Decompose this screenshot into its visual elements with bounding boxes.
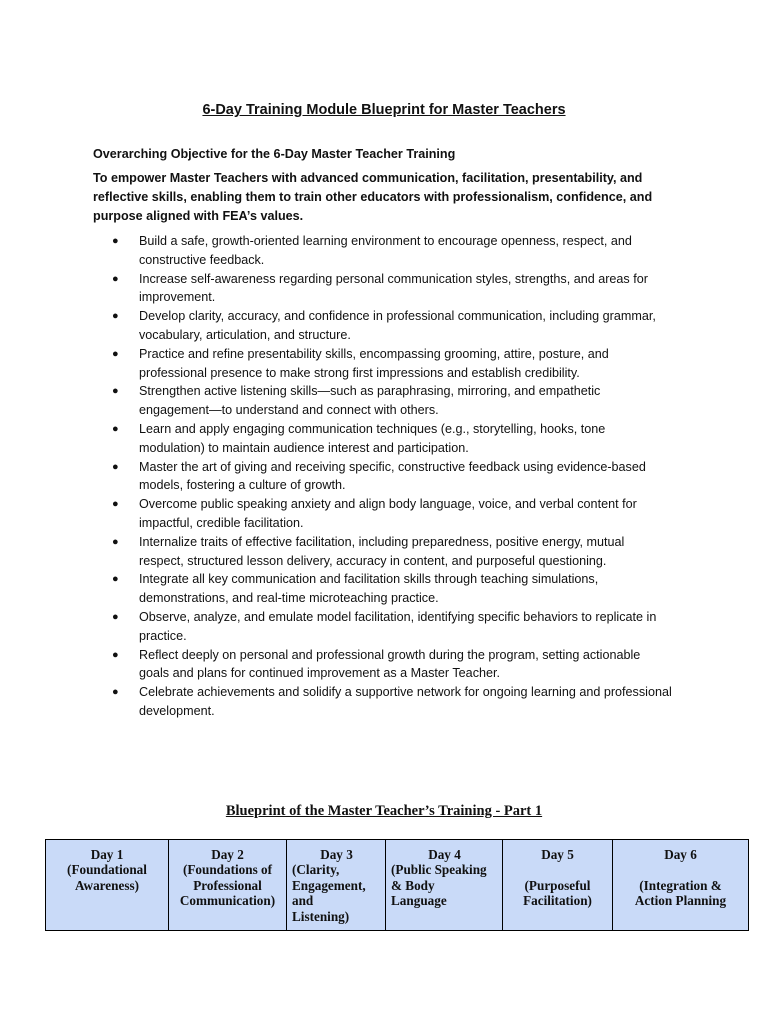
day-theme-line: Language — [391, 893, 447, 909]
bullet-icon: ● — [112, 310, 119, 323]
bullet-icon: ● — [112, 347, 119, 360]
bullet-icon: ● — [112, 272, 119, 285]
list-item-text: Develop clarity, accuracy, and confidence in professional communication, including grammar, vocabulary, articulation, and structure. — [139, 309, 656, 342]
day-1-cell — [46, 840, 169, 931]
list-item-text: Celebrate achievements and solidify a supportive network for ongoing learning and professional development. — [139, 685, 672, 718]
bullet-icon: ● — [112, 235, 119, 247]
list-item — [112, 307, 672, 345]
blueprint-table — [45, 839, 749, 931]
list-item — [112, 345, 672, 383]
bullet-icon: ● — [112, 460, 119, 473]
list-item — [112, 533, 672, 571]
day-theme-line: (Integration & — [639, 877, 722, 893]
objectives-list — [112, 232, 672, 721]
day-5-cell — [503, 840, 613, 931]
list-item — [112, 270, 672, 308]
table-title: Blueprint of the Master Teacher’s Training - Part 1 — [225, 803, 543, 819]
objective-heading: Overarching Objective for the 6-Day Master Teacher Training — [93, 147, 456, 161]
list-item-text: Reflect deeply on personal and professional growth during the program, setting actionable goals and plans for continued improvement as a Master Teacher. — [139, 647, 641, 681]
day-theme-line: (Foundations of — [182, 862, 273, 878]
list-item — [112, 420, 672, 458]
day-label: Day 6 — [664, 847, 697, 862]
bullet-icon: ● — [112, 535, 119, 548]
list-item — [112, 570, 672, 608]
list-item-text: Integrate all key communication and facilitation skills through teaching simulations, demonstrations, and real-time microteaching practice. — [139, 572, 599, 606]
list-item-text: Strengthen active listening skills—such as paraphrasing, mirroring, and empathetic engagement—to understand and connect with others. — [139, 384, 601, 418]
table-row — [46, 840, 749, 931]
day-2-cell — [169, 840, 287, 931]
bullet-icon: ● — [112, 422, 119, 435]
day-6-cell — [613, 840, 749, 931]
day-theme-line: & Body — [391, 877, 435, 893]
list-item — [112, 382, 672, 420]
day-label: Day 5 — [541, 847, 574, 862]
day-theme-line: (Purposeful — [524, 877, 591, 893]
bullet-icon: ● — [112, 686, 119, 699]
day-label: Day 4 — [428, 847, 461, 862]
day-label: Day 1 — [90, 847, 124, 862]
day-theme-line: Action Planning — [634, 893, 727, 909]
list-item — [112, 683, 672, 721]
list-item-text: Learn and apply engaging communication techniques (e.g., storytelling, hooks, tone modulation) to maintain audience interest and participation. — [139, 421, 606, 455]
list-item-text: Internalize traits of effective facilitation, including preparedness, positive energy, mutual respect, structured lesson delivery, accuracy in content, and purposeful questioning. — [139, 534, 625, 568]
day-label: Day 2 — [211, 847, 244, 862]
day-theme-line: Professional — [193, 877, 262, 893]
day-theme-line: and — [292, 893, 314, 909]
day-theme-line — [617, 862, 744, 877]
bullet-icon: ● — [112, 498, 119, 511]
list-item — [112, 646, 672, 684]
day-theme-line: Communication) — [179, 893, 276, 909]
list-item-text: Practice and refine presentability skills, encompassing grooming, attire, posture, and professional presence to make strong first impressions and establish credibility. — [139, 346, 609, 380]
list-item — [112, 458, 672, 496]
day-theme-line: Facilitation) — [523, 893, 592, 909]
list-item-text: Increase self-awareness regarding personal communication styles, strengths, and areas for improvement. — [139, 271, 648, 305]
list-item-text: Observe, analyze, and emulate model facilitation, identifying specific behaviors to replicate in practice. — [139, 609, 657, 643]
bullet-icon: ● — [112, 610, 119, 623]
day-theme-line: Engagement, — [292, 877, 366, 893]
list-item-text: Master the art of giving and receiving specific, constructive feedback using evidence-based models, fostering a culture of growth. — [139, 459, 646, 493]
list-item-text: Overcome public speaking anxiety and align body language, voice, and verbal content for impactful, credible facilitation. — [139, 497, 637, 530]
day-label: Day 3 — [320, 847, 353, 862]
bullet-icon: ● — [112, 573, 119, 586]
bullet-icon: ● — [112, 385, 119, 398]
list-item — [112, 232, 672, 270]
list-item — [112, 495, 672, 533]
list-item — [112, 608, 672, 646]
day-theme-line — [507, 862, 608, 877]
day-theme-line: (Public Speaking — [391, 862, 487, 878]
bullet-icon: ● — [112, 648, 119, 661]
day-3-cell — [287, 840, 386, 931]
day-theme-line: Awareness) — [75, 877, 139, 893]
objective-text: To empower Master Teachers with advanced communication, facilitation, presentability, and reflective skills, enabling them to train other educators with professionalism, confidence, and purpose aligned with FEA’s values. — [93, 171, 653, 223]
day-theme-line: (Clarity, — [292, 862, 340, 878]
day-theme-line: (Foundational — [67, 862, 147, 878]
page-title: 6-Day Training Module Blueprint for Master Teachers — [202, 102, 566, 118]
list-item-text: Build a safe, growth-oriented learning environment to encourage openness, respect, and constructive feedback. — [139, 234, 632, 267]
day-theme-line: Listening) — [292, 908, 350, 924]
day-4-cell — [386, 840, 503, 931]
